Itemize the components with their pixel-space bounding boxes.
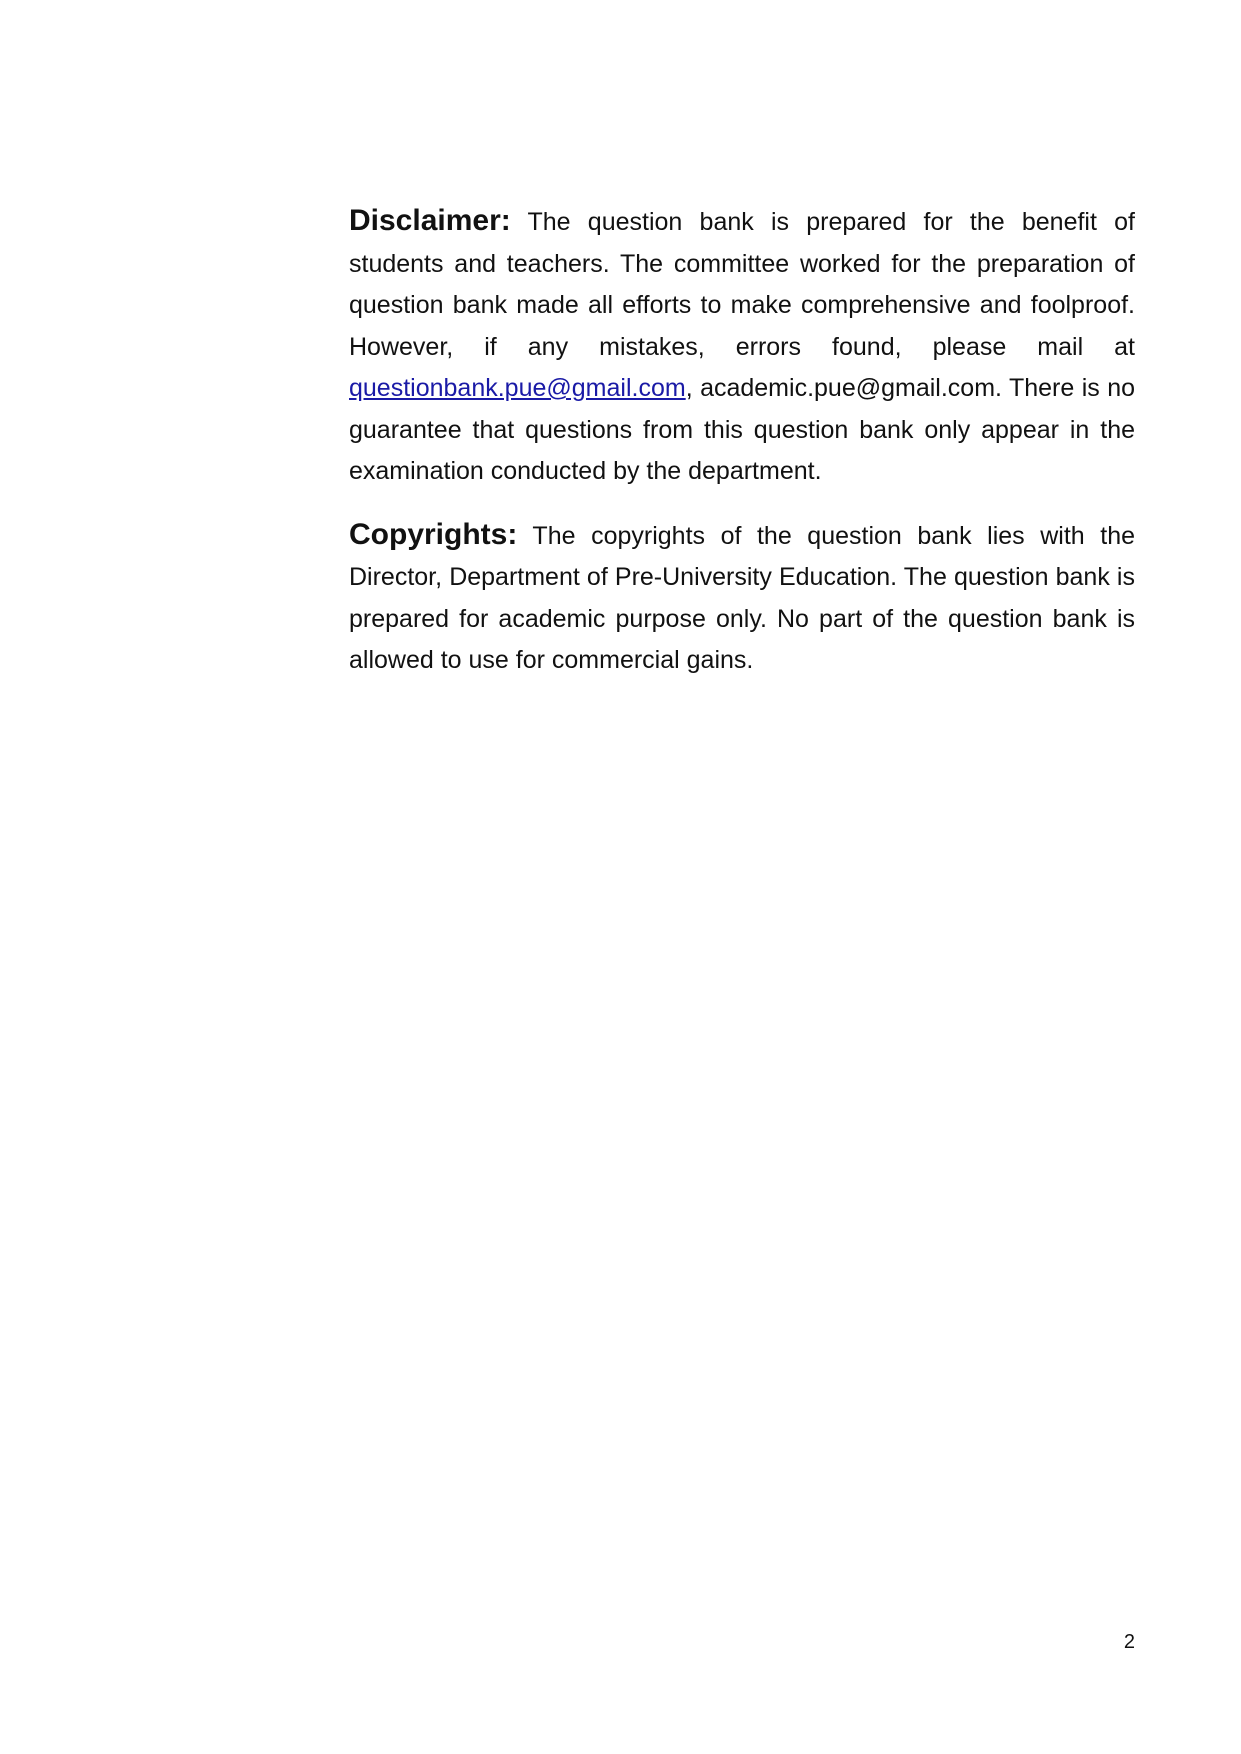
page-content	[349, 200, 1135, 682]
disclaimer-text-before-link: The question bank is prepared for the benefit of students and teachers. The committee worked for the preparation of question bank made all efforts to make comprehensive and foolproof. However, if any mistakes, errors found, please mail at	[349, 208, 1135, 361]
disclaimer-text-after-link: , academic.pue@gmail.com. There is no guarantee that questions from this question bank only appear in the examination conducted by the department.	[349, 374, 1135, 485]
copyrights-paragraph	[349, 514, 1135, 682]
email-link[interactable]: questionbank.pue@gmail.com	[349, 374, 686, 402]
copyrights-heading: Copyrights:	[349, 517, 518, 551]
page-number: 2	[1123, 1631, 1135, 1653]
disclaimer-heading: Disclaimer:	[349, 204, 511, 237]
copyrights-text: The copyrights of the question bank lies with the Director, Department of Pre-University Education. The question bank is prepared for academic purpose only. No part of the question bank is allowed to use for commercial gains.	[349, 521, 1135, 674]
disclaimer-paragraph	[349, 200, 1135, 493]
